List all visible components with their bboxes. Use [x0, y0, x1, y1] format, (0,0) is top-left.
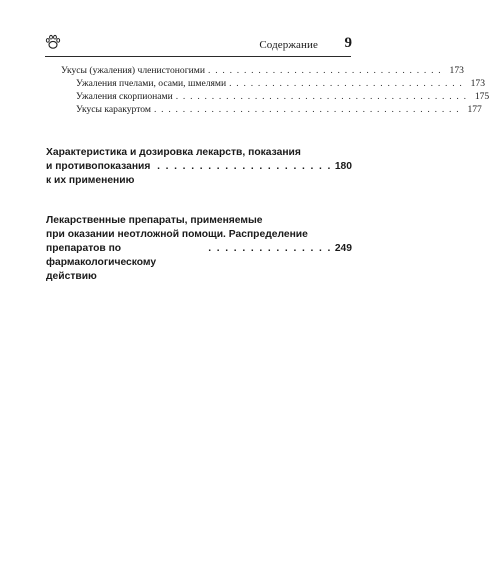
header-rule: [45, 56, 351, 57]
leader-dots: . . . . . . . . . . . . . . . . . . . . .: [157, 161, 332, 172]
toc-entry-label: Укусы каракуртом: [76, 104, 151, 115]
leader-dots: . . . . . . . . . . . . . . . . . . . . . . . . . . . . . . . . .: [208, 65, 442, 76]
toc-section-page: 249: [334, 243, 352, 254]
toc-section-line: при оказании неотложной помощи. Распределение: [46, 229, 308, 240]
toc-entry-page: 175: [474, 91, 489, 102]
toc-section-page: 180: [334, 161, 352, 172]
toc-section-last-line: [46, 242, 352, 284]
toc-section-line: препаратов по фармакологическому действию: [46, 243, 157, 282]
toc-section-line: и противопоказания к их применению: [46, 161, 151, 186]
toc-entry: [46, 90, 489, 103]
toc-entry: [46, 103, 482, 116]
toc-entry-page: 177: [467, 104, 482, 115]
toc-entry-label: Ужаления скорпионами: [76, 91, 173, 102]
toc-entry: [46, 77, 486, 90]
toc-section-line: Лекарственные препараты, применяемые: [46, 215, 263, 226]
toc-entry: [46, 64, 464, 77]
paw-print-icon: [45, 34, 61, 50]
page-number: 9: [344, 35, 352, 51]
toc-section-line: Характеристика и дозировка лекарств, показания: [46, 147, 301, 158]
toc-entry-label: Ужаления пчелами, осами, шмелями: [76, 78, 227, 89]
leader-dots: . . . . . . . . . . . . . . . . . . . . . . . . . . . . . . . . . . . . . . . . .: [175, 91, 468, 102]
toc-entry-page: 173: [470, 78, 486, 89]
leader-dots: . . . . . . . . . . . . . . . . . . . . . . . . . . . . . . . . . . . . . . . . . . .: [153, 104, 460, 115]
leader-dots: . . . . . . . . . . . . . . . . . . . . . . . . . . . . . . . . .: [229, 78, 464, 89]
leader-dots: . . . . . . . . . . . . . . .: [208, 243, 332, 254]
toc-section: [46, 214, 352, 284]
toc-entry-page: 173: [449, 65, 464, 76]
table-of-contents: [46, 64, 489, 284]
toc-section-last-line: [46, 160, 352, 188]
toc-section: [46, 146, 352, 188]
running-header-title: Содержание: [259, 39, 318, 51]
toc-entry-label: Укусы (ужаления) членистоногими: [61, 65, 205, 76]
